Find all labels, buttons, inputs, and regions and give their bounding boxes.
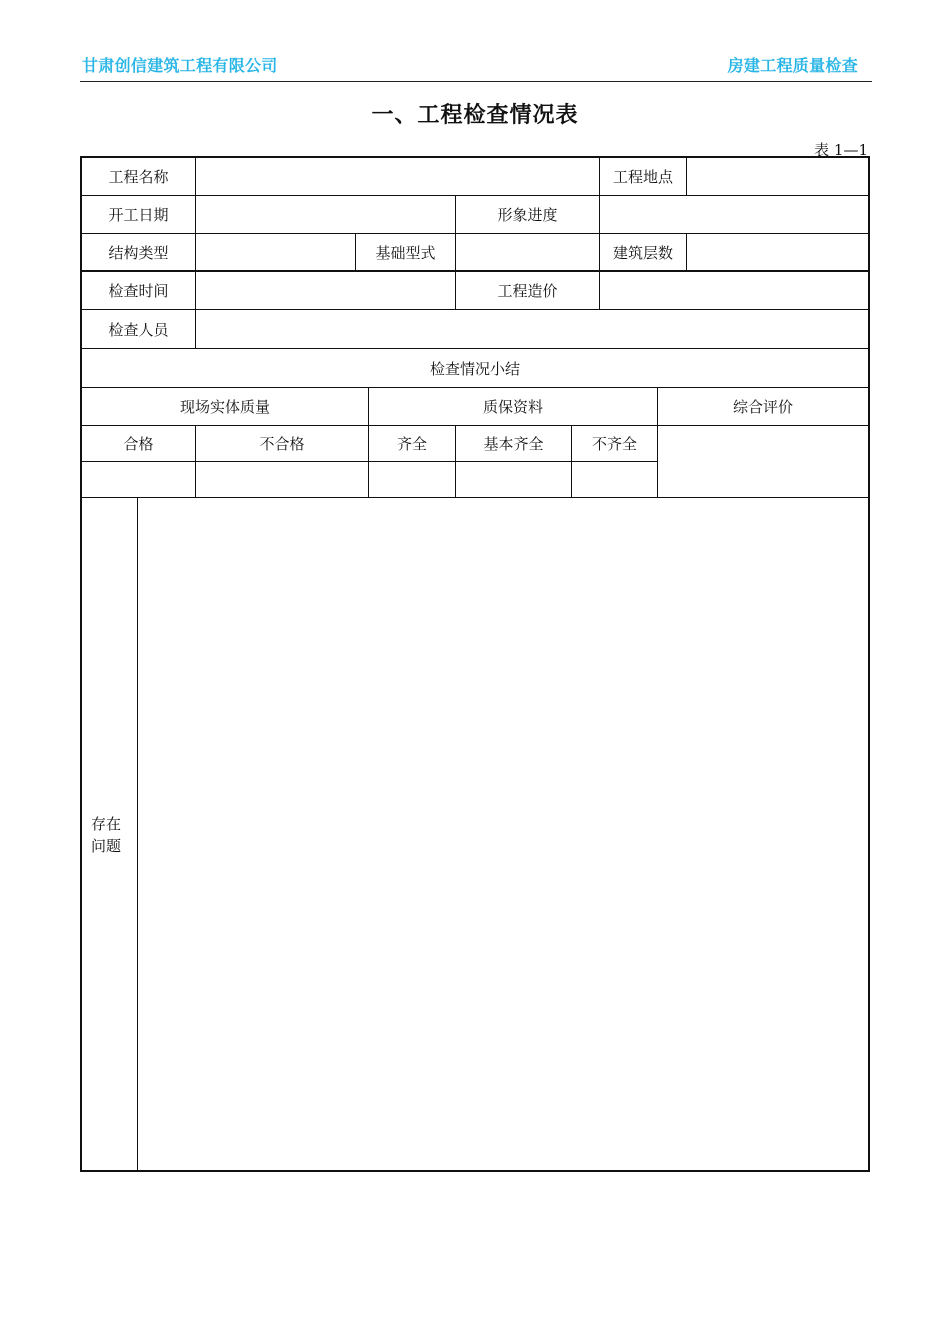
unqualified-field[interactable] — [196, 462, 368, 497]
label-inspectors: 检查人员 — [108, 320, 169, 339]
company-name: 甘肃创信建筑工程有限公司 — [82, 56, 278, 75]
label-progress: 形象进度 — [497, 206, 558, 224]
header-rule — [80, 81, 872, 82]
basically-complete-field[interactable] — [456, 462, 571, 497]
qualified-heading: 合格 — [123, 435, 154, 453]
project-name-field[interactable] — [196, 158, 599, 195]
label-inspection-time: 检查时间 — [108, 282, 169, 300]
unqualified-heading: 不合格 — [259, 435, 305, 453]
section-title: 房建工程质量检查 — [727, 56, 858, 75]
label-start-date: 开工日期 — [108, 206, 169, 224]
label-project-location: 工程地点 — [612, 168, 673, 186]
basically-complete-heading: 基本齐全 — [483, 435, 544, 453]
issues-label — [91, 813, 121, 857]
inspectors-field[interactable] — [196, 310, 868, 348]
label-foundation-type: 基础型式 — [375, 243, 436, 262]
page-title: 一、工程检查情况表 — [371, 103, 579, 128]
complete-field[interactable] — [369, 462, 455, 497]
summary-heading: 检查情况小结 — [429, 359, 520, 378]
structure-type-field[interactable] — [196, 234, 355, 270]
qa-docs-heading: 质保资料 — [482, 398, 543, 416]
overall-field[interactable] — [658, 426, 868, 497]
inspection-time-field[interactable] — [196, 272, 455, 309]
incomplete-field[interactable] — [572, 462, 657, 497]
incomplete-heading: 不齐全 — [591, 435, 637, 453]
project-cost-field[interactable] — [600, 272, 868, 309]
issues-field[interactable] — [138, 498, 868, 1170]
issues-label-line1: 存在 — [91, 815, 122, 833]
progress-field[interactable] — [600, 196, 868, 233]
label-floors: 建筑层数 — [612, 243, 673, 262]
project-location-field[interactable] — [687, 158, 868, 195]
issues-label-line2: 问题 — [91, 837, 122, 855]
complete-heading: 齐全 — [396, 435, 427, 453]
foundation-type-field[interactable] — [456, 234, 599, 270]
overall-heading: 综合评价 — [732, 398, 793, 416]
label-structure-type: 结构类型 — [108, 243, 169, 262]
site-quality-heading: 现场实体质量 — [179, 398, 270, 416]
qualified-field[interactable] — [82, 462, 195, 497]
table-number: 表 1—1 — [814, 141, 868, 159]
label-project-cost: 工程造价 — [497, 282, 558, 300]
start-date-field[interactable] — [196, 196, 455, 233]
label-project-name: 工程名称 — [108, 168, 169, 186]
floors-field[interactable] — [687, 234, 868, 270]
